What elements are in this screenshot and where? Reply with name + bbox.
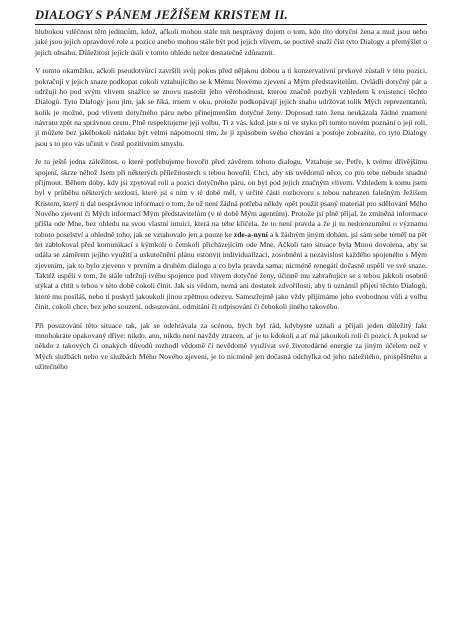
paragraph-3: [35, 157, 427, 312]
running-header: DIALOGY S PÁNEM JEŽÍŠEM KRISTEM II.: [35, 8, 427, 25]
bold-term: zde-a-nyní: [233, 229, 268, 239]
paragraph-4: Při posuzování této situace tak, jak se odehrávala za scénou, bych byl rád, kdybyste uznali a přijali jeden důležitý fakt mnohokráte opakovaný dříve: nikdo, ano, nikdo není navždy ztracen, ať je to kdokoli a ať má jakoukoli roli či pozici. A pokud se někdo z takových či onakých důvodů rozhodl vědomě či nevědomě využívat své životodárné energie za jiným účelem než v Mých službách nebo ve službách Mého Nového zjevení, je to nicméně jen dočasná odchylka od jeho náležitého, prospěšného a užitečného: [35, 320, 427, 371]
paragraph-3-part-1: Je tu ještě jedna záležitost, o které potřebujeme hovořit před závěrem tohoto dialogu. Vztahuje se, Petře, k tvému dřívějšímu spojení, skrze něhož Jsem při některých příležitostech s tebou hovořil. Chci, aby sis uvědomil něco, co pro tebe nebude snadné přijmout. Během doby, kdy jsi zpytoval roli a pozici dotyčného páru, on byl pod jejich značným vlivem. Vzhledem k tomu jsem byl v průběhu některých sezlostí, které jsi s ním v té době měl, v určité části rozhovoru s tebou nahrazen falešným Ježíšem Kristem, který ti dal nesprávnou informaci o tom, že už není žádná potřeba někdy opět použít psaný materiál pro sdělování Mého Nového zjevení či Mých informací Mým představitelům (v té době Mým agentům). Protože jsi plně přijal, že zmíněná informace přišla ode Mne, bez ohledu na svou vlastní intuici, která na tebe křičela, že to není pravda a že ji tu nedorozumění o významu tohoto poselství a ohledně toho, jak se vztahovalo jen a pouze ke: [35, 157, 427, 239]
document-page: [35, 8, 427, 380]
paragraph-1: hlubokou vděčnost těm jedincům, kdož, ačkoli mohou stále mít nesprávný dojem o tom, kdo tito dotyční žena a muž jsou nebo jaké jsou jejich opravdové role a pozice anebo mohou stále být pod jejich vlivem, se poctivě snaží číst tyto Dialogy a přemýšlet o jejich obsahu. Důležitost jejich úsilí v tomto ohledu nelze dostatečně zdůraznit.: [35, 27, 427, 57]
paragraph-2: V tomto okamžiku, ačkoli pseudotvůrci završili svůj pokus před nějakou dobou a ti konzervativní prvkové zůstali v této pozici, pokračují v jejich snaze podkopat cokoli vztahujícího se k Mému Novému zjevení a Mým představitelům. Ovládli dotyčný pár a udržují ho pod svým vlivem snažíce se znovu nastolit jeho věrohodnost, kterou značně pozbyli vzhledem k existenci těchto Dialogů. Tyto Dialogy jsou jim, jak se říká, trnem v oku, protože podkopávají jejich snahu udržovat tolik Mých reprezentantů, kolik je možné, pod vlivem dotyčného páru nebo přinejmenším dotyčné ženy. Doposud tato žena neukázala žádné znamení návratu zpět na správnou cestu. Plně respektujeme její volbu. Ti z vás, kdož jste s ní ve styku při tomto novém poznání o její roli, jí můžete bez jakéhokoli nátlaku být velmi nápomocni tím, že jí způsobem svého chování a postoje zobrazíte, co tyto Dialogy jsou s to pro vás učinit v čistě pozitivním smyslu.: [35, 66, 427, 148]
paragraph-3-part-2: a k žádným jiným dobám, jsi sám sebe téměř na pět let zablokoval před komunikací s kýmkoli o čemkoli přicházejícím ode Mne. Ačkoli tato situace byla Mnou dovolena, aby se udála se záměrem jejího využití a uskutečnění plánu estonvit individualizaci, zosobnění a nezávislost každého spojeného s Mým zjevením, jak to bylo zjeveno v prvním a druhém dialogu a co byla pravda sama; nicméně renegáti dočasně uspěli ve své snaze. Taktéž uspěli v tom, že stále udržují tvého spojence pod vlivem dotyčné ženy, účinně mu zabraňujíce se s tebou jakkoli osobně stýkat a chtít s tebou v této době cokoli činit. Jak sis vědom, nemá ani dostatek zdvořilosti, aby ti oznámil přijetí těchto Dialogů, které mu posíláš, nebo ti poskytl jakoukoli jinou zpětnou odezvu. Samozřejmě jako vždy přijímáme jeho svobodnou vůli a volbu činit, cokoli chce, bez jeho souzení, odsuzování, odmítání či odpisování či čehokoli jiného takového.: [35, 229, 427, 311]
